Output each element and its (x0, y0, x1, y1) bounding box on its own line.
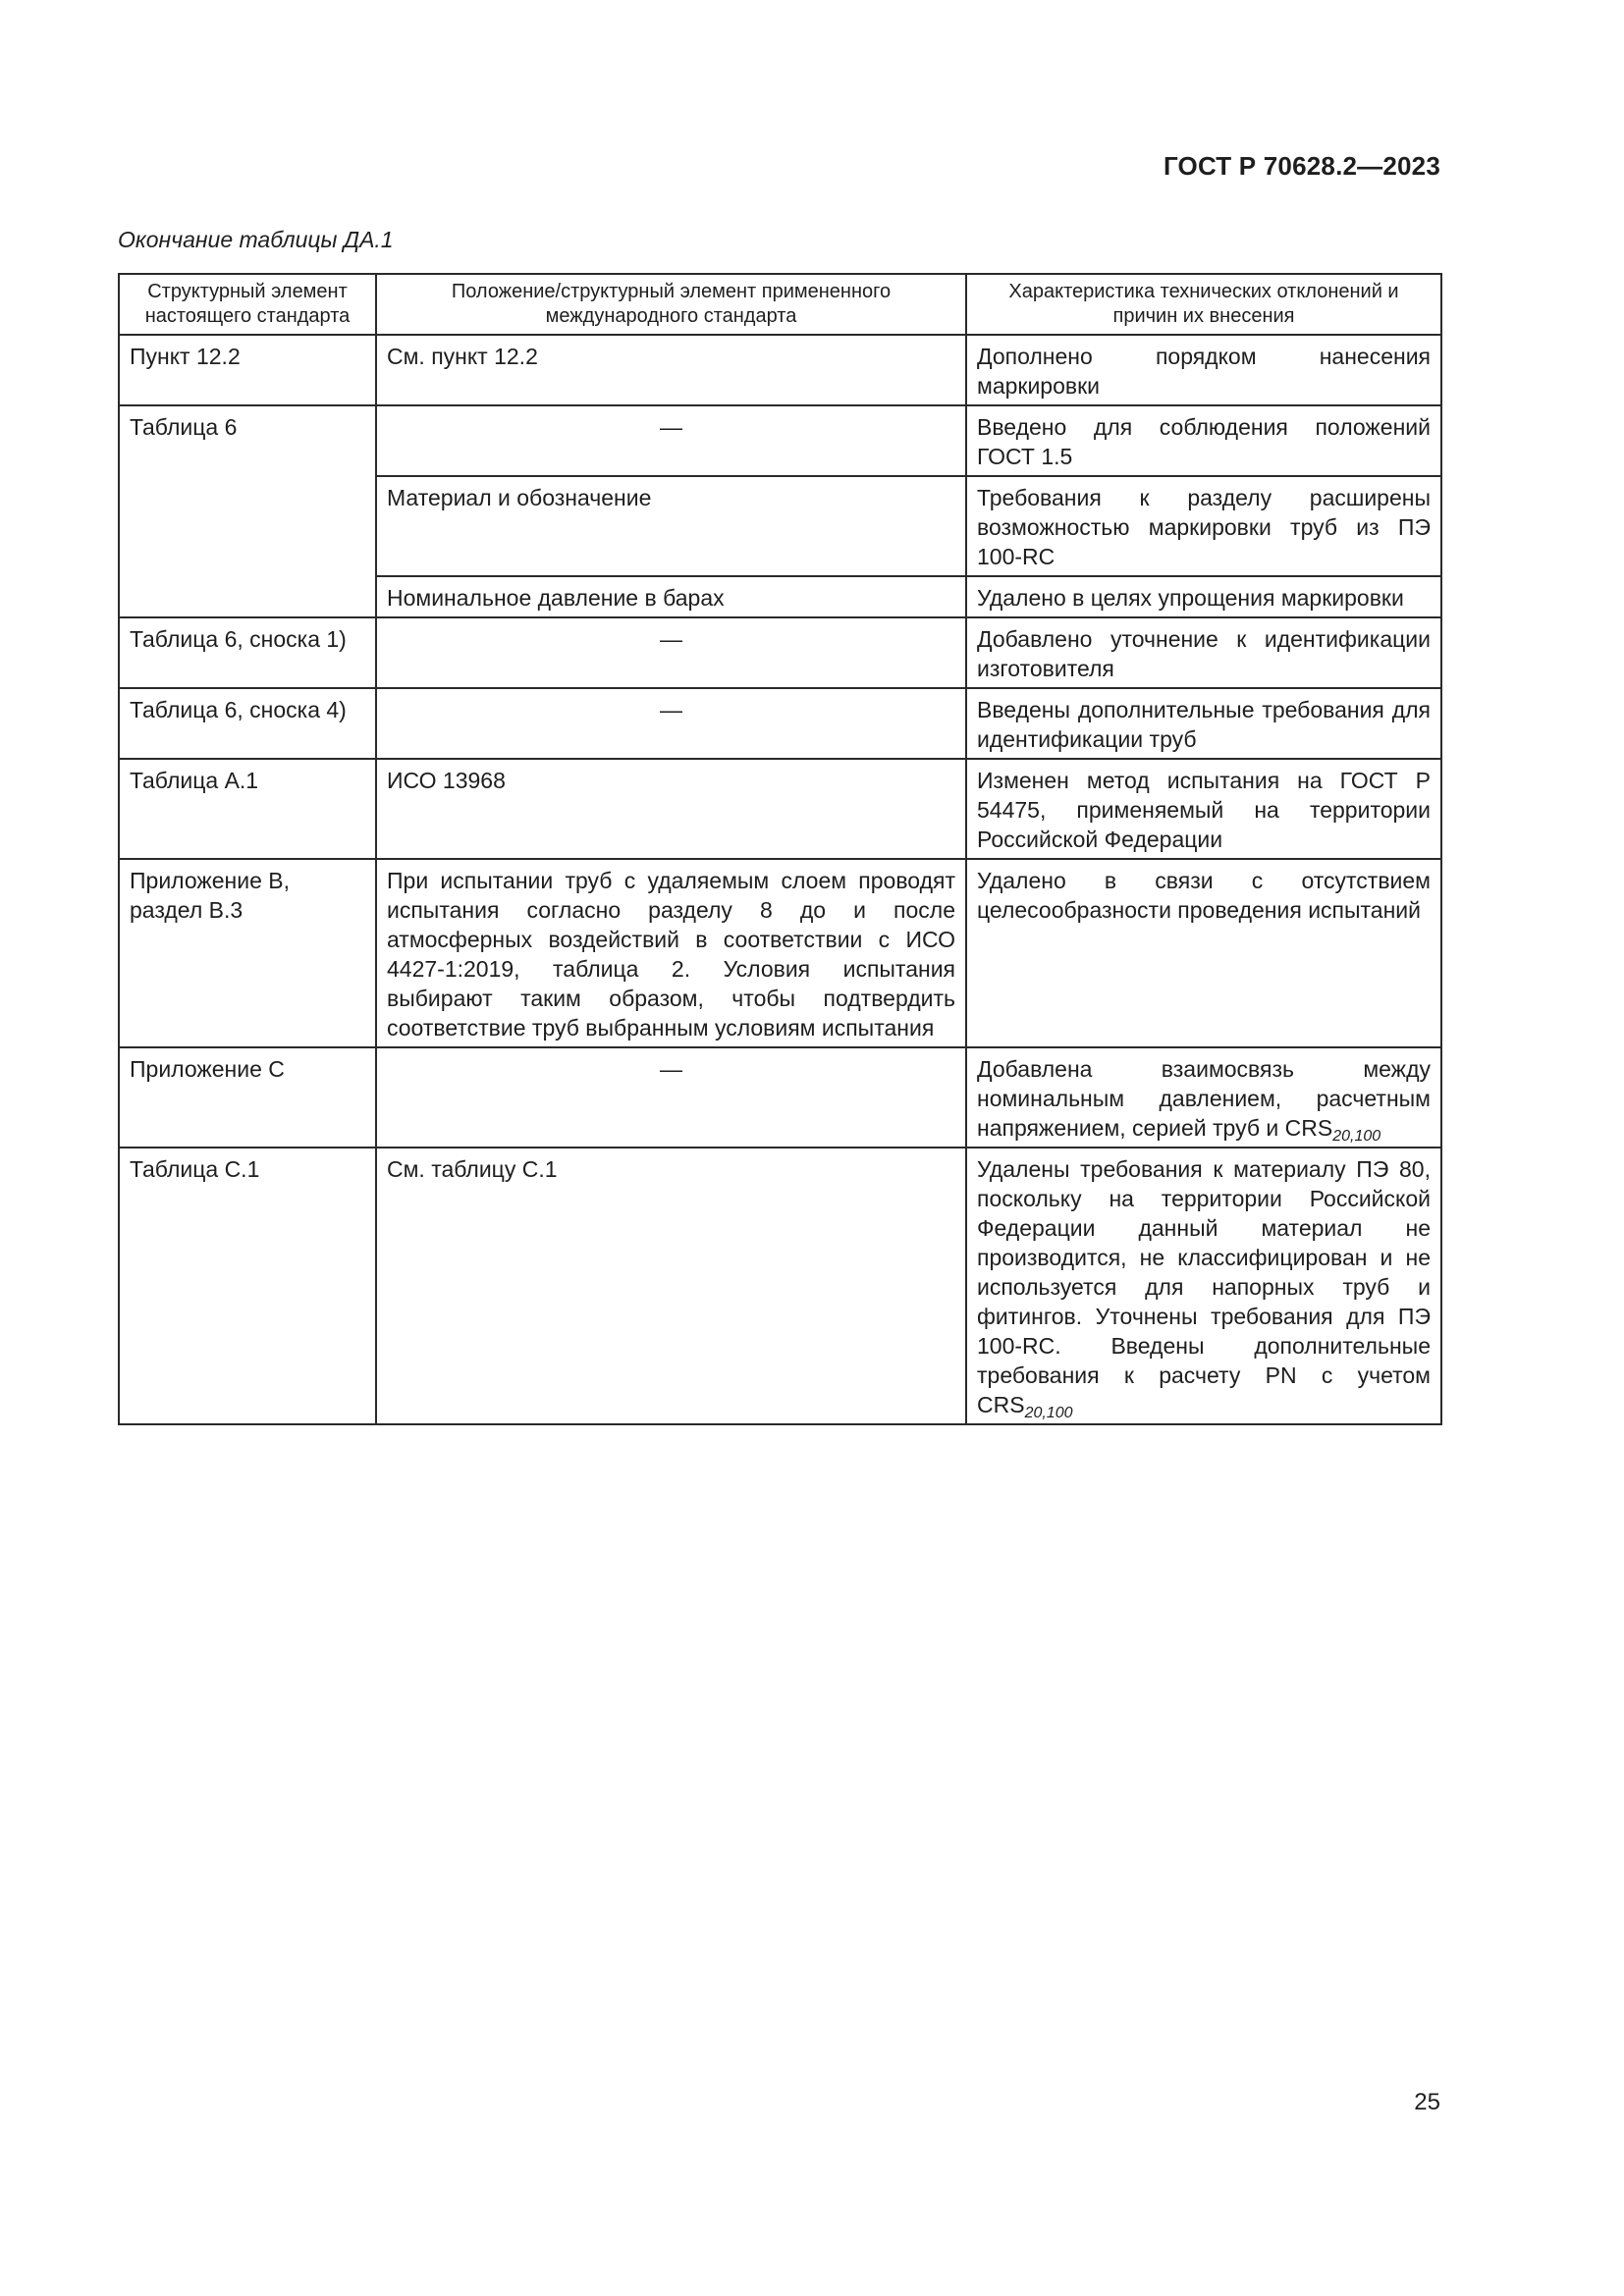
document-designation: ГОСТ Р 70628.2—2023 (1163, 151, 1440, 181)
cell-text: Добавлена взаимосвязь между номинальным давлением, расчетным напряжением, серией труб и CRS (977, 1056, 1431, 1141)
table-cell: — (376, 688, 966, 759)
cell-text: Удалены требования к материалу ПЭ 80, поскольку на территории Российской Федерации данный материал не производится, не классифицирован и не используется для напорных труб и фитингов. Уточнены требования для ПЭ 100-RC. Введены дополнительные требования к расчету PN с учетом CRS (977, 1156, 1431, 1417)
table-cell: Таблица А.1 (119, 759, 376, 859)
table-cell: Введены дополнительные требования для идентификации труб (966, 688, 1441, 759)
page-number: 25 (1414, 2089, 1440, 2115)
table-cell: Номинальное давление в барах (376, 576, 966, 617)
table-cell: Добавлено уточнение к идентификации изготовителя (966, 617, 1441, 688)
table-cell: Таблица С.1 (119, 1148, 376, 1424)
table-cell: Таблица 6, сноска 4) (119, 688, 376, 759)
table-row (119, 688, 1441, 759)
table-row (119, 1148, 1441, 1424)
column-header: Структурный элемент настоящего стандарта (119, 274, 376, 335)
column-header: Характеристика технических отклонений и причин их внесения (966, 274, 1441, 335)
table-row (119, 1047, 1441, 1148)
subscript: 20,100 (1332, 1128, 1381, 1145)
table-cell: — (376, 617, 966, 688)
table-row (119, 617, 1441, 688)
table-cell: Требования к разделу расширены возможностью маркировки труб из ПЭ 100-RC (966, 476, 1441, 576)
table-cell: — (376, 405, 966, 476)
table-cell: — (376, 1047, 966, 1148)
table-cell: Изменен метод испытания на ГОСТ Р 54475, применяемый на территории Российской Федерации (966, 759, 1441, 859)
table-row (119, 405, 1441, 476)
table-cell: Удалено в связи с отсутствием целесообразности проведения испытаний (966, 859, 1441, 1047)
table-row (119, 859, 1441, 1047)
table-row (119, 759, 1441, 859)
table-cell: Удалено в целях упрощения маркировки (966, 576, 1441, 617)
table-cell: Введено для соблюдения положений ГОСТ 1.5 (966, 405, 1441, 476)
table-header-row (119, 274, 1441, 335)
deviations-table (118, 273, 1442, 1425)
table-cell: Приложение С (119, 1047, 376, 1148)
table-cell: Приложение В, раздел В.3 (119, 859, 376, 1047)
table-cell (966, 1148, 1441, 1424)
table-cell: Материал и обозначение (376, 476, 966, 576)
table-row (119, 335, 1441, 405)
table-cell: См. таблицу С.1 (376, 1148, 966, 1424)
table-cell: См. пункт 12.2 (376, 335, 966, 405)
subscript: 20,100 (1024, 1405, 1073, 1421)
table-cell (966, 1047, 1441, 1148)
column-header: Положение/структурный элемент примененного международного стандарта (376, 274, 966, 335)
table-cell: Таблица 6, сноска 1) (119, 617, 376, 688)
table-cell: При испытании труб с удаляемым слоем проводят испытания согласно разделу 8 до и после атмосферных воздействий в соответствии с ИСО 4427-1:2019, таблица 2. Условия испытания выбирают таким образом, чтобы подтвердить соответствие труб выбранным условиям испытания (376, 859, 966, 1047)
table-cell: Дополнено порядком нанесения маркировки (966, 335, 1441, 405)
table-cell: ИСО 13968 (376, 759, 966, 859)
table-cell: Пункт 12.2 (119, 335, 376, 405)
table-cell: Таблица 6 (119, 405, 376, 617)
table-caption: Окончание таблицы ДА.1 (118, 227, 394, 252)
